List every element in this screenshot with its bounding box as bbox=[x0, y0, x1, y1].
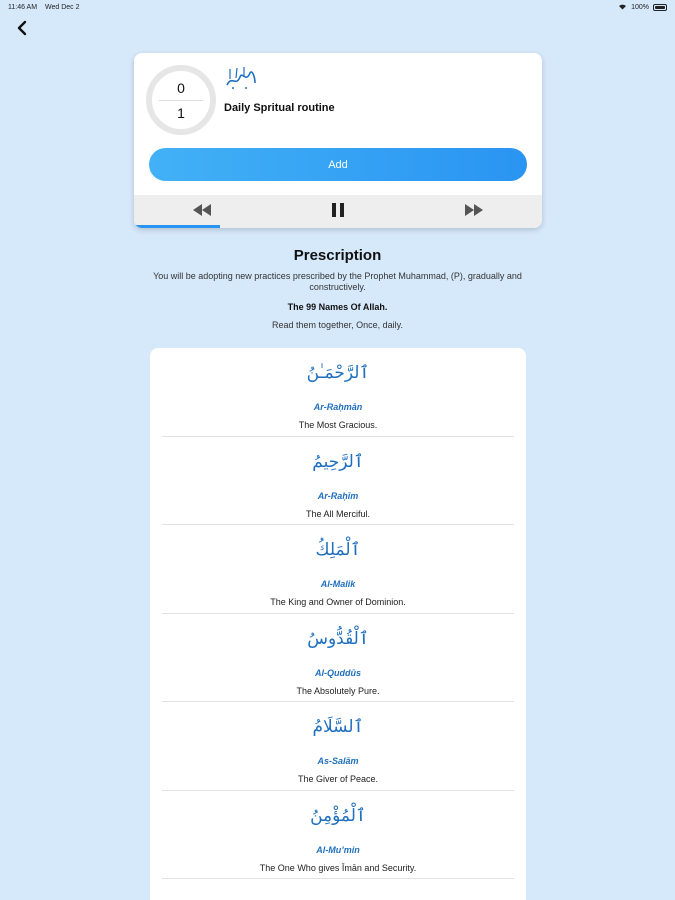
prescription-description: You will be adopting new practices prescribed by the Prophet Muhammad, (P), gradually and constructively. bbox=[153, 271, 522, 292]
transliteration: As-Salām bbox=[317, 756, 359, 766]
forward-button[interactable] bbox=[454, 198, 494, 222]
arabic-name: ٱلرَّحِيمُ bbox=[312, 451, 364, 472]
chevron-left-icon bbox=[16, 20, 28, 36]
wifi-icon bbox=[618, 3, 627, 12]
arabic-name: ٱلسَّلَامُ bbox=[312, 717, 364, 737]
progress-track bbox=[134, 225, 542, 228]
meaning: The All Merciful. bbox=[305, 508, 371, 519]
progress-fill bbox=[134, 225, 220, 228]
transliteration: Al-Malik bbox=[320, 579, 356, 589]
back-button[interactable] bbox=[12, 16, 32, 40]
list-item[interactable] bbox=[150, 348, 526, 437]
arabic-name: ٱلرَّحْمَـٰنُ bbox=[306, 363, 370, 383]
list-item[interactable] bbox=[150, 614, 526, 703]
battery-icon bbox=[653, 4, 667, 11]
status-time: 11:46 AM bbox=[8, 3, 38, 11]
meaning: The King and Owner of Dominion. bbox=[270, 597, 406, 607]
meaning: The Absolutely Pure. bbox=[296, 685, 380, 696]
list-item[interactable] bbox=[150, 525, 526, 614]
pause-button[interactable] bbox=[318, 198, 358, 222]
status-right bbox=[618, 3, 667, 12]
rewind-icon bbox=[193, 204, 211, 216]
meaning: The One Who gives Īmān and Security. bbox=[259, 862, 417, 873]
status-bar bbox=[0, 0, 675, 14]
transliteration: Al-Mu’min bbox=[316, 844, 360, 855]
transliteration: Ar-Raḥmān bbox=[313, 402, 363, 412]
status-left bbox=[8, 4, 86, 11]
read-note: Read them together, Once, daily. bbox=[272, 320, 403, 330]
transliteration: Ar-Raḥīm bbox=[317, 490, 359, 501]
player-controls bbox=[134, 195, 542, 225]
meaning: The Most Gracious. bbox=[298, 420, 378, 430]
arabic-name: ٱلْقُدُّوسُ bbox=[307, 628, 369, 649]
counter-circle bbox=[146, 65, 216, 135]
fast-forward-icon bbox=[465, 204, 483, 216]
divider bbox=[162, 878, 514, 879]
list-item[interactable] bbox=[150, 702, 526, 791]
list-item[interactable] bbox=[150, 437, 526, 526]
calligraphy-logo bbox=[224, 65, 258, 91]
counter-divider bbox=[159, 100, 203, 101]
list-item[interactable] bbox=[150, 791, 526, 880]
arabic-name: ٱلْمَلِكُ bbox=[315, 540, 361, 560]
counter-current: 0 bbox=[177, 79, 185, 96]
status-date: Wed Dec 2 bbox=[45, 3, 80, 11]
routine-title: Daily Spritual routine bbox=[224, 102, 335, 114]
arabic-name: ٱلْمُؤْمِنُ bbox=[310, 805, 366, 826]
counter-target: 1 bbox=[177, 104, 185, 121]
rewind-button[interactable] bbox=[182, 198, 222, 222]
names-list bbox=[150, 348, 526, 900]
pause-icon bbox=[331, 203, 345, 217]
names-heading: The 99 Names Of Allah. bbox=[287, 302, 388, 312]
battery-percent: 100% bbox=[631, 3, 649, 11]
add-button[interactable]: Add bbox=[149, 148, 527, 181]
prescription-title: Prescription bbox=[293, 247, 382, 264]
routine-card bbox=[134, 53, 542, 228]
transliteration: Al-Quddūs bbox=[315, 667, 361, 678]
meaning: The Giver of Peace. bbox=[297, 774, 379, 784]
